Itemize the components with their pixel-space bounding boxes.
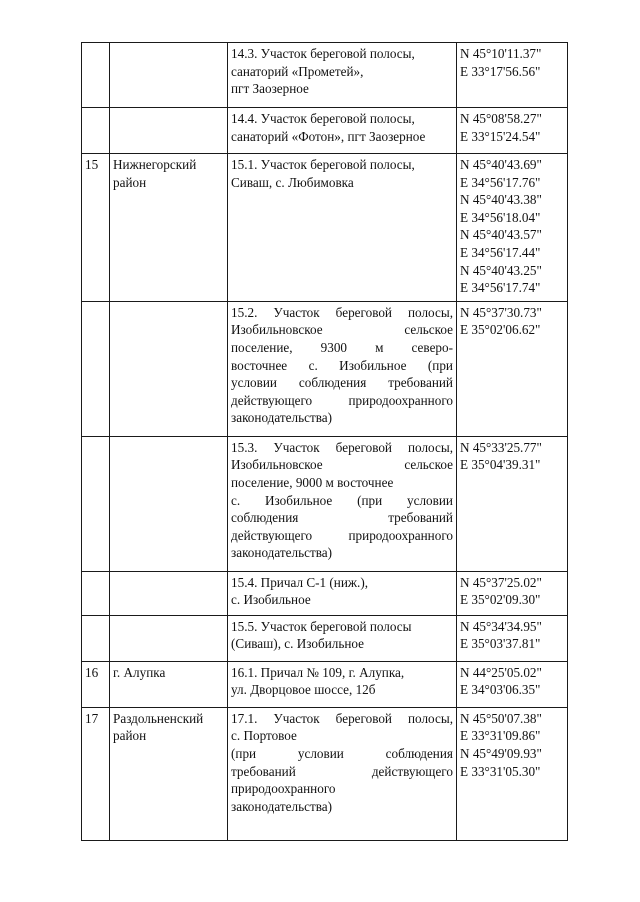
coordinate-value: N 45°34'34.95" [460,618,542,634]
coordinate-value: N 45°10'11.37" [460,46,542,61]
location-description-line: (при условии соблюдения [231,745,453,761]
coordinate-value: E 35°04'39.31" [460,457,541,473]
district-cell [110,571,228,615]
coordinate-value: E 34°56'17.74" [460,280,541,296]
row-number-cell [82,154,110,302]
coordinate-value: E 35°02'06.62" [460,322,541,338]
coordinate-value: N 45°08'58.27" [460,111,542,126]
table-row [82,615,568,661]
location-description-cell [228,436,457,571]
location-description-line: действующего природоохранного [231,527,453,543]
location-description-line: 15.5. Участок береговой полосы [231,618,412,634]
district-name-line: Нижнегорский [113,157,197,172]
coordinate-value: E 34°56'17.44" [460,244,541,260]
location-description-line: требований действующего [231,763,453,779]
location-description-line: 17.1. Участок береговой полосы, [231,710,453,726]
table-row [82,661,568,707]
location-description-line: Изобильновское сельское [231,457,453,473]
location-description-cell [228,108,457,154]
coordinate-value: E 34°56'17.76" [460,174,541,190]
coordinate-value: N 44°25'05.02" [460,664,542,680]
district-name-line: район [113,174,147,190]
location-description-cell [228,301,457,436]
coordinate-value: N 45°37'30.73" [460,304,542,320]
table-row [82,108,568,154]
coordinates-cell [457,301,568,436]
location-description-cell [228,615,457,661]
location-description-line: ул. Дворцовое шоссе, 12б [231,682,376,698]
location-description-cell [228,661,457,707]
coordinate-value: E 34°56'18.04" [460,209,541,225]
coordinate-value: N 45°40'43.69" [460,157,542,172]
row-number: 15 [85,157,99,172]
location-description-line: действующего природоохранного [231,392,453,408]
coordinate-value: N 45°33'25.77" [460,439,542,455]
coordinate-value: N 45°50'07.38" [460,710,542,726]
coordinate-value: E 35°02'09.30" [460,592,541,608]
district-cell [110,301,228,436]
coordinate-value: N 45°40'43.57" [460,227,542,243]
location-description-cell [228,43,457,108]
coordinates-cell [457,154,568,302]
table-row [82,43,568,108]
location-description-line: условии соблюдения требований [231,375,453,391]
table-row [82,436,568,571]
table-row [82,707,568,840]
table-row [82,571,568,615]
row-number-cell [82,707,110,840]
location-description-line: законодательства) [231,410,333,426]
row-number-cell [82,301,110,436]
location-description-cell [228,571,457,615]
district-cell [110,108,228,154]
row-number-cell [82,108,110,154]
location-description-line: с. Изобильное (при условии [231,492,453,508]
location-description-line: законодательства) [231,798,333,814]
location-description-line: пгт Заозерное [231,81,309,97]
location-description-line: 14.4. Участок береговой полосы, [231,111,415,126]
coordinate-value: E 33°31'05.30" [460,763,541,779]
row-number-cell [82,615,110,661]
location-description-line: санаторий «Прометей», [231,63,364,79]
row-number: 17 [85,710,99,726]
location-description-line: 15.3. Участок береговой полосы, [231,439,453,455]
locations-table [81,42,568,841]
coordinates-cell [457,43,568,108]
district-cell [110,43,228,108]
coordinates-cell [457,108,568,154]
district-cell [110,436,228,571]
coordinates-cell [457,707,568,840]
table-row [82,301,568,436]
district-cell [110,707,228,840]
row-number-cell [82,436,110,571]
location-description-line: 15.4. Причал С-1 (ниж.), [231,574,369,590]
location-description-line: законодательства) [231,545,333,561]
location-description-line: с. Изобильное [231,592,311,608]
location-description-line: поселение, 9000 м восточнее [231,474,394,490]
coordinate-value: E 33°17'56.56" [460,63,541,79]
coordinate-value: N 45°49'09.93" [460,745,542,761]
district-name-line: район [113,728,147,744]
coordinates-cell [457,615,568,661]
row-number: 16 [85,664,99,680]
location-description-line: 14.3. Участок береговой полосы, [231,46,415,61]
row-number-cell [82,661,110,707]
coordinate-value: N 45°40'43.25" [460,262,542,278]
location-description-line: (Сиваш), с. Изобильное [231,636,365,652]
district-name-line: г. Алупка [113,664,166,680]
coordinates-cell [457,661,568,707]
location-description-line: 15.2. Участок береговой полосы, [231,304,453,320]
district-cell [110,661,228,707]
coordinates-cell [457,436,568,571]
location-description-line: санаторий «Фотон», пгт Заозерное [231,128,426,144]
location-description-line: восточнее с. Изобильное (при [231,357,453,373]
coordinates-cell [457,571,568,615]
coordinate-value: E 33°15'24.54" [460,128,541,144]
coordinate-value: E 34°03'06.35" [460,682,541,698]
location-description-line: поселение, 9300 м северо- [231,339,453,355]
coordinate-value: N 45°37'25.02" [460,574,542,590]
district-cell [110,154,228,302]
location-description-cell [228,707,457,840]
coordinate-value: N 45°40'43.38" [460,192,542,208]
row-number-cell [82,43,110,108]
row-number-cell [82,571,110,615]
location-description-line: 15.1. Участок береговой полосы, [231,157,415,172]
location-description-line: Изобильновское сельское [231,322,453,338]
location-description-line: Сиваш, с. Любимовка [231,174,354,190]
district-name-line: Раздольненский [113,710,204,726]
district-cell [110,615,228,661]
location-description-line: природоохранного [231,781,336,797]
table-row [82,154,568,302]
coordinate-value: E 35°03'37.81" [460,636,541,652]
location-description-cell [228,154,457,302]
location-description-line: соблюдения требований [231,510,453,526]
location-description-line: 16.1. Причал № 109, г. Алупка, [231,664,405,680]
coordinate-value: E 33°31'09.86" [460,728,541,744]
location-description-line: с. Портовое [231,728,297,744]
